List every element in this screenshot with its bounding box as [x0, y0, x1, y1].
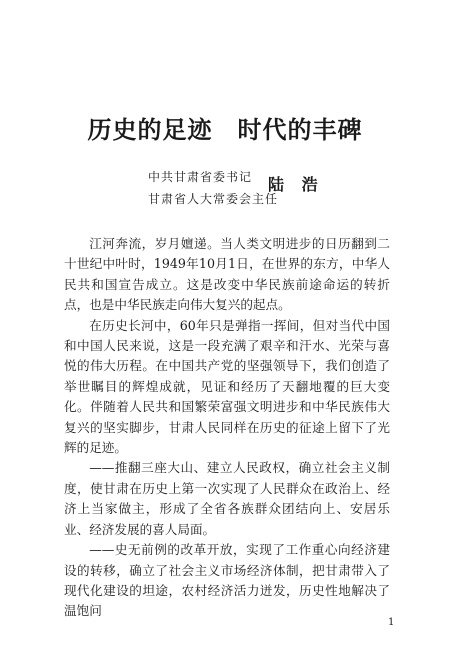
page-number: 1 — [388, 617, 395, 628]
affiliation-line-1: 中共甘肃省委书记 — [148, 170, 253, 184]
author-affiliation — [148, 166, 278, 210]
paragraph: ——史无前例的改革开放，实现了工作重心向经济建设的转移，确立了社会主义市场经济体制，把甘肃带入了现代化建设的坦途，农村经济活力迸发，历史性地解决了温饱问 — [64, 542, 390, 619]
page-title: 历史的足迹 时代的丰碑 — [87, 115, 363, 144]
article-body — [64, 234, 390, 622]
paragraph: 在历史长河中，60年只是弹指一挥间，但对当代中国和中国人民来说，这是一段充满了艰辛和汗水、光荣与喜悦的伟大历程。在中国共产党的坚强领导下，我们创造了举世瞩目的辉煌成就，见证和经历了天翻地覆的巨大变化。伴随着人民共和国繁荣富强文明进步和中华民族伟大复兴的坚实脚步，甘肃人民同样在历史的征途上留下了光辉的足迹。 — [64, 317, 390, 456]
paragraph: ——推翻三座大山、建立人民政权，确立社会主义制度，使甘肃在历史上第一次实现了人民群众在政治上、经济上当家做主，形成了全省各族群众团结向上、安居乐业、经济发展的喜人局面。 — [64, 460, 390, 537]
affiliation-line-2: 甘肃省人大常委会主任 — [148, 192, 279, 206]
paragraph: 江河奔流，岁月嬗递。当人类文明进步的日历翻到二十世纪中叶时，1949年10月1日，在世界的东方，中华人民共和国宣告成立。这是改变中华民族前途命运的转折点，也是中华民族走向伟大复兴的起点。 — [64, 236, 390, 313]
author-name: 陆 浩 — [268, 175, 324, 194]
